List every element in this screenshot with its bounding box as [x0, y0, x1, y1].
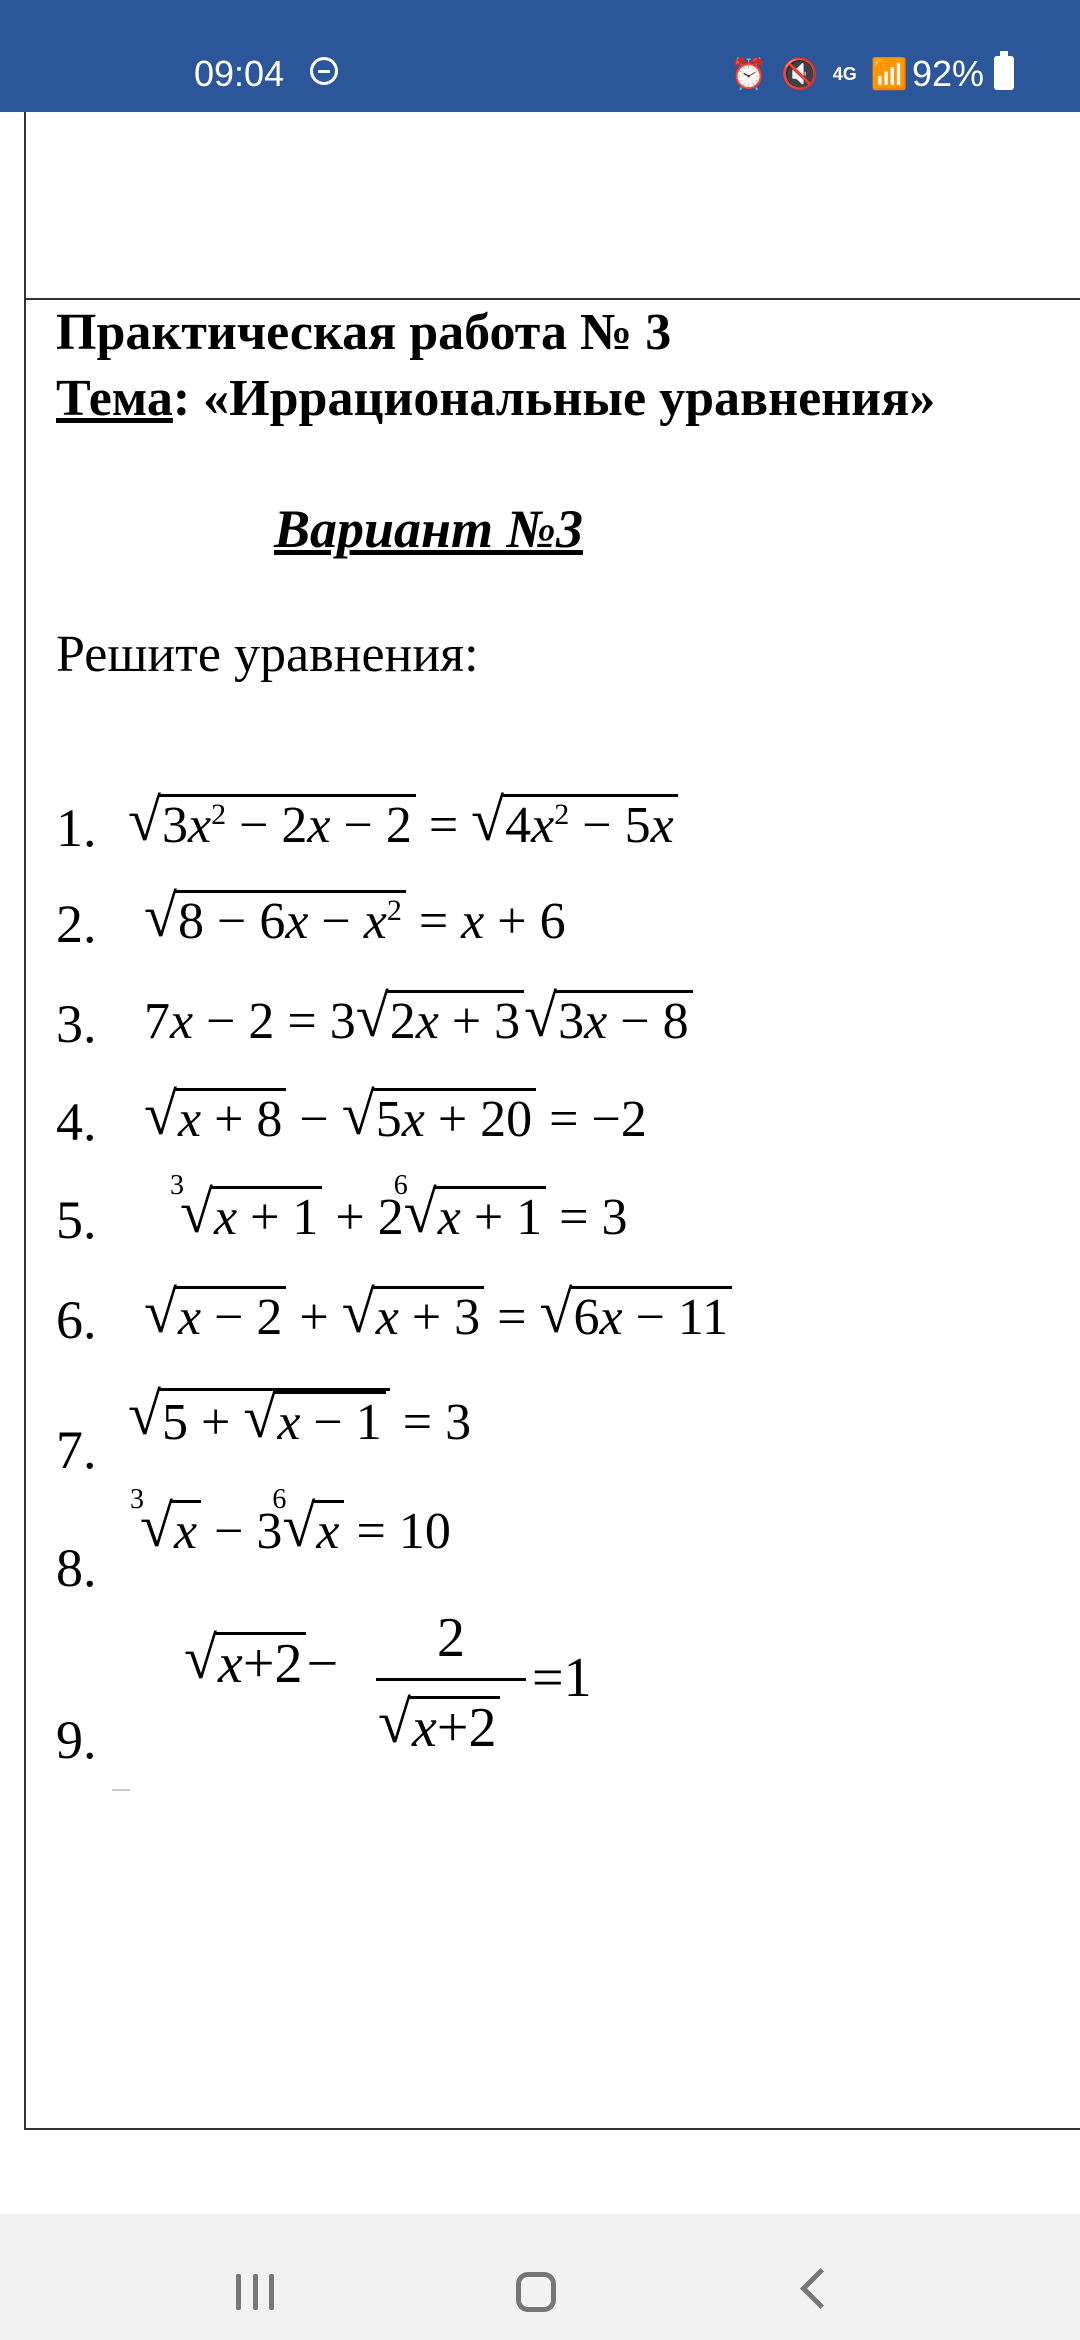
- equation: √ x + 8 − √ 5x + 20 = −2: [144, 1081, 647, 1148]
- recents-icon[interactable]: [236, 2274, 274, 2310]
- problem-4: [0, 1070, 1080, 1170]
- page-bottom-border: [24, 2128, 1080, 2130]
- document-topic: [56, 366, 935, 432]
- alarm-icon: ⏰: [730, 57, 768, 91]
- home-icon[interactable]: [516, 2272, 556, 2312]
- problem-number: 5.: [56, 1190, 97, 1250]
- problem-2: [0, 876, 1080, 976]
- mute-icon: 🔇: [781, 57, 819, 91]
- problem-6: [0, 1268, 1080, 1368]
- signal-icon: 📶: [870, 57, 909, 91]
- problem-8: [0, 1484, 1080, 1598]
- battery-percent: 92%: [912, 53, 985, 94]
- problem-number: 3.: [56, 994, 97, 1054]
- equation: 3 √ x − 3 6 √ x = 10: [130, 1484, 451, 1560]
- equation: √ 5 + √ x − 1 = 3: [128, 1381, 472, 1451]
- battery-icon: [994, 56, 1014, 90]
- status-icons: [730, 52, 908, 96]
- equation: √ $8 - 6x - x^2 = x + 6$: [144, 883, 566, 950]
- problem-7: [0, 1366, 1080, 1480]
- problem-number: 6.: [56, 1290, 97, 1350]
- topic-label: Тема: [56, 370, 173, 427]
- topic-text: : «Иррациональные уравнения»: [172, 370, 936, 427]
- problem-number: 1.: [56, 798, 97, 858]
- equation-left: √ x+2−: [184, 1625, 339, 1695]
- equation: 7x − 2 = 3 √ 2x + 3 √ 3x − 8: [144, 990, 693, 1054]
- equation-right: =1: [532, 1647, 592, 1709]
- dnd-icon: [310, 57, 338, 85]
- problem-5: [0, 1170, 1080, 1270]
- problem-number: 9.: [56, 1710, 97, 1770]
- equation: 3 √ x + 1 + 2 6 √ x + 1 = 3: [170, 1170, 628, 1246]
- problem-1: [0, 776, 1080, 876]
- status-bar: [0, 0, 1080, 112]
- problem-9: 9. √ x+2− 2 √ x+2 =1: [56, 1607, 592, 1770]
- equation: √ $3x^2 - 2x - 2$ = √ $4x^2 - 5x$: [128, 794, 678, 858]
- problem-number: 4.: [56, 1092, 97, 1152]
- instruction-text: Решите уравнения:: [56, 626, 479, 683]
- stray-mark: ⎯⎯⎯: [112, 1782, 131, 1796]
- variant-heading: Вариант №3: [274, 499, 583, 559]
- network-label: 4G: [832, 63, 857, 84]
- equation: √ x − 2 + √ x + 3 = √ 6x − 11: [144, 1286, 732, 1350]
- problem-number: 2.: [56, 894, 97, 954]
- document-page[interactable]: [0, 112, 1080, 2132]
- status-time: 09:04: [194, 53, 285, 94]
- problem-number: 7.: [56, 1420, 97, 1480]
- problem-3: [0, 972, 1080, 1072]
- problem-number: 8.: [56, 1538, 97, 1598]
- document-title: Практическая работа № 3: [56, 304, 672, 361]
